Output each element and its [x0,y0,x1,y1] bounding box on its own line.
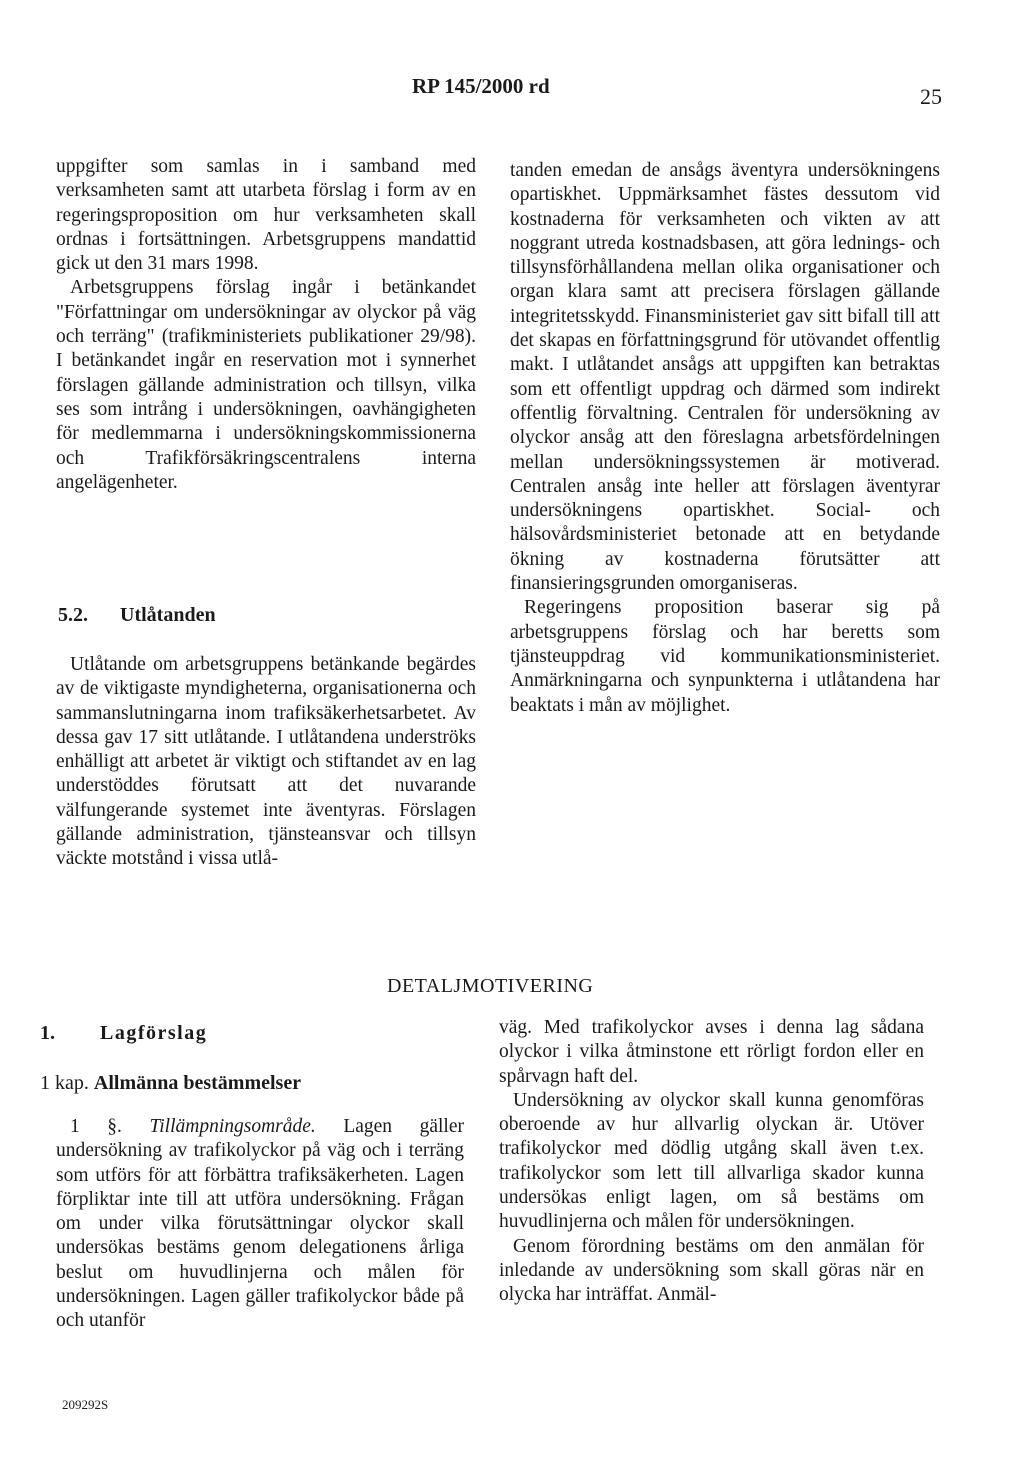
paragraph: tanden emedan de ansågs äventyra undersökningens opartiskhet. Uppmärksamhet fästes dessutom vid kostnaderna för verksamheten och vikten av att noggrant utreda kostnadsbasen, att göra lednings- och tillsynsförhållandena mellan olika organisationer och organ klara samt att precisera förslagen gällande integritetsskydd. Finansministeriet gav sitt bifall till att det skapas en författningsgrund för utövandet offentlig makt. I utlåtandet ansågs att uppgiften kan betraktas som ett offentligt uppdrag och därmed som indirekt offentlig förvaltning. Centralen för undersökning av olyckor ansåg att den föreslagna arbetsfördelningen mellan undersökningssystemen är motiverad. Centralen ansåg inte heller att förslagen äventyrar undersökningens opartiskhet. Social- och hälsovårdsministeriet betonade att en betydande ökning av kostnaderna förutsätter att finansieringsgrunden omorganiseras. [510,160,940,595]
law-heading [40,1022,207,1045]
right-column-bottom [499,1016,924,1308]
paragraph: Undersökning av olyckor skall kunna genomföras oberoende av hur allvarlig olyckan är. Utöver trafikolyckor med dödlig utgång skall även t.ex. trafikolyckor som lett till allvarliga skador kunna undersökas enligt lagen, om så bestäms om huvudlinjerna och målen för undersökningen. [499,1089,924,1233]
left-column-bottom [56,1115,464,1334]
right-column-top [510,159,940,718]
paragraph-text: Lagen gäller undersökning av trafikolyckor på väg och i terräng som utförs för att förbättra trafiksäkerheten. Lagen förpliktar inte till att utföra undersökning. Frågan om under vilka förutsättningar olyckor skall undersökas bestäms genom delegationens årliga beslut om huvudlinjerna och målen för undersökningen. Lagen gäller trafikolyckor både på och utanför [56,1116,464,1332]
paragraph: uppgifter som samlas in i samband med verksamheten samt att utarbeta förslag i form av en regeringsproposition om hur verksamheten skall ordnas i fortsättningen. Arbetsgruppens mandattid gick ut den 31 mars 1998. [56,156,476,275]
page-number: 25 [920,84,942,109]
chapter-label: 1 kap. [40,1072,89,1094]
law-number: 1. [40,1022,55,1044]
section-label: 1 §. [70,1116,122,1137]
paragraph: Utlåtande om arbetsgruppens betänkande begärdes av de viktigaste myndigheterna, organisationerna och sammanslutningarna inom trafiksäkerhetsarbetet. Av dessa gav 17 sitt utlåtande. I utlåtandena underströks enhälligt att arbetet är viktigt och stiftandet av en lag understöddes förutsatt att det nuvarande välfungerande systemet inte äventyras. Förslagen gällande administration, tjänsteansvar och tillsyn väckte motstånd i vissa utlå- [56,654,476,870]
print-code: 209292S [62,1397,109,1412]
paragraph [56,1115,464,1334]
section-title: Utlåtanden [120,604,216,626]
document-header-title: RP 145/2000 rd [412,74,550,98]
paragraph: väg. Med trafikolyckor avses i denna lag sådana olyckor i vilka åtminstone ett rörligt fordon eller en spårvagn haft del. [499,1017,924,1087]
section-number: 5.2. [58,604,88,626]
chapter-title: Allmänna bestämmelser [93,1072,302,1094]
detail-heading: DETALJMOTIVERING [387,975,594,997]
section-5-2-body [56,653,476,872]
section-title: Tillämpningsområde. [149,1116,316,1137]
paragraph: Arbetsgruppens förslag ingår i betänkandet "Författningar om undersökningar av olyckor på väg och terräng" (trafikministeriets publikationer 29/98). I betänkandet ingår en reservation mot i synnerhet förslagen gällande administration och tillsyn, vilka ses som intrång i undersökningen, oavhängigheten för medlemmarna i undersökningskommissionerna och Trafikförsäkringscentralens interna angelägenheter. [56,277,476,493]
law-title: Lagförslag [100,1022,208,1044]
section-heading [58,604,216,627]
paragraph: Regeringens proposition baserar sig på arbetsgruppens förslag och har beretts som tjänsteuppdrag vid kommunikationsministeriet. Anmärkningarna och synpunkterna i utlåtandena har beaktats i mån av möjlighet. [510,597,940,716]
paragraph: Genom förordning bestäms om den anmälan för inledande av undersökning som skall göras när en olycka har inträffat. Anmäl- [499,1235,924,1306]
chapter-heading [40,1072,301,1095]
left-column-top [56,155,476,495]
